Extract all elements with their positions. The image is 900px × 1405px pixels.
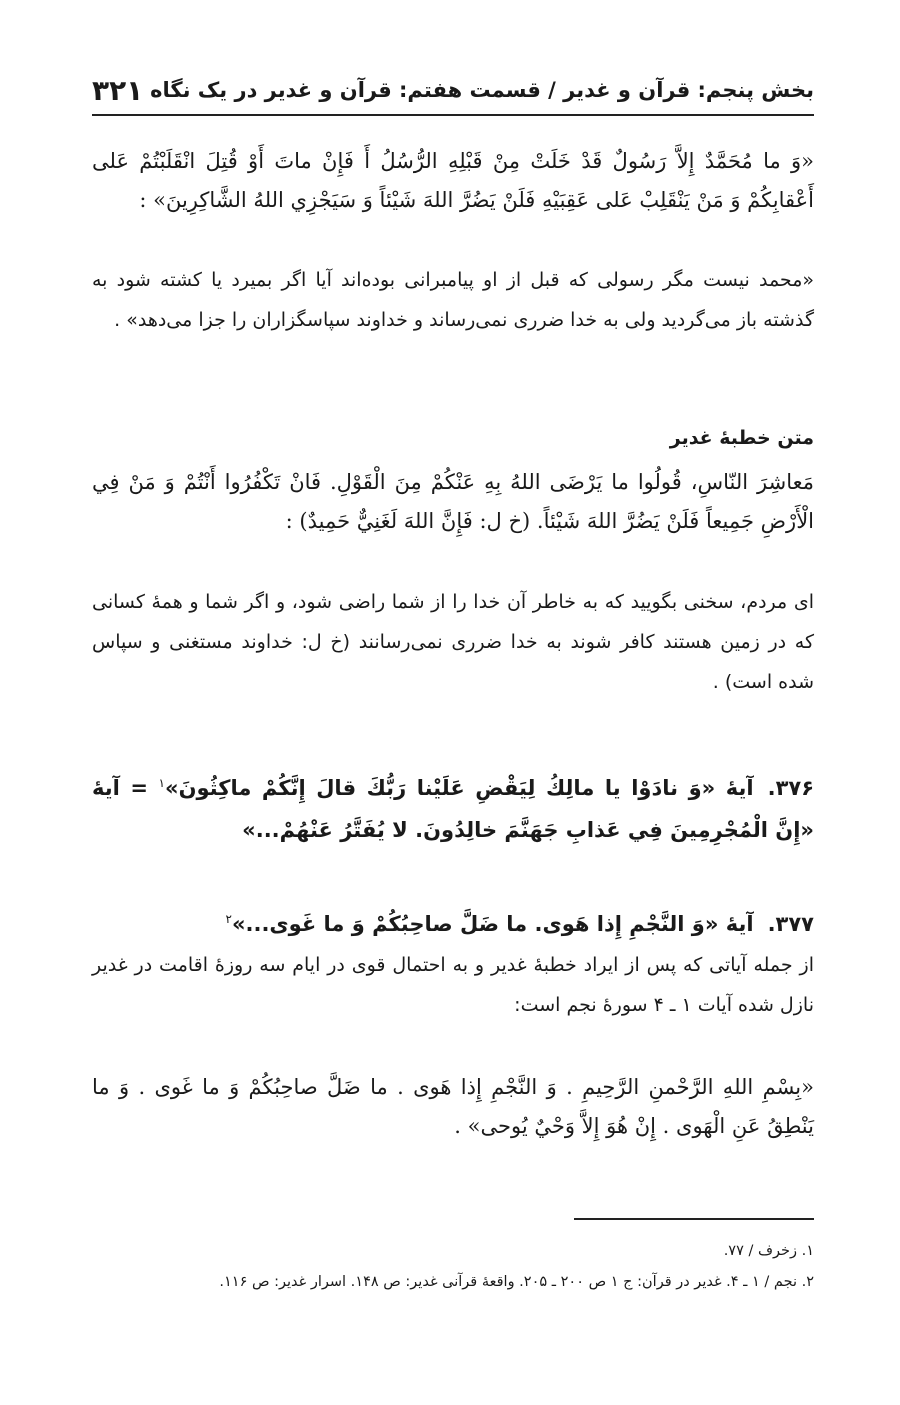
footnote-marker: ۲ [225, 912, 232, 926]
verse-continuation: = آیهٔ «إِنَّ الْمُجْرِمِينَ فِي عَذابِ جَهَنَّمَ خالِدُونَ. لا يُفَتَّرُ عَنْهُمْ...» [92, 776, 814, 842]
verse-title: آیهٔ «وَ نادَوْا يا مالِكُ لِيَقْضِ عَلَيْنا رَبُّكَ قالَ إِنَّكُمْ ماكِثُونَ» [165, 776, 754, 800]
footnote-1: ۱. زخرف / ۷۷. [723, 1243, 814, 1259]
verse-title: آیهٔ «وَ النَّجْمِ إِذا هَوى. ما ضَلَّ صاحِبُكُمْ وَ ما غَوى...» [231, 912, 754, 936]
section-heading: متن خطبهٔ غدیر [669, 427, 814, 449]
sermon-arabic-passage: مَعاشِرَ النّاسِ، قُولُوا ما يَرْضَى اللهُ بِهِ عَنْكُمْ مِنَ الْقَوْلِ. فَانْ تَكْفُرُوا أَنْتُمْ وَ مَنْ فِي الْأَرْضِ جَمِيعاً فَلَنْ يَضُرَّ اللهَ شَيْئاً. (خ ل: فَإِنَّ اللهَ لَغَنِيٌّ حَمِيدٌ) : [92, 470, 814, 533]
verse-376-heading [92, 762, 814, 851]
quran-verse-arabic-1: «وَ ما مُحَمَّدٌ إِلاَّ رَسُولٌ قَدْ خَلَتْ مِنْ قَبْلِهِ الرُّسُلُ أَ فَإِنْ ماتَ أَوْ قُتِلَ انْقَلَبْتُمْ عَلى أَعْقابِكُمْ وَ مَنْ يَنْقَلِبْ عَلى عَقِبَيْهِ فَلَنْ يَضُرَّ اللهَ شَيْئاً وَ سَيَجْزِي اللهُ الشَّاكِرِينَ» : [92, 149, 814, 212]
page-number: ۳۲۱ [92, 74, 144, 107]
explanation-paragraph: از جمله آیاتی که پس از ایراد خطبهٔ غدیر و به احتمال قوی در ایام سه روزهٔ اقامت در غدیر نازل شده آیات ۱ ـ ۴ سورهٔ نجم است: [92, 954, 814, 1016]
book-page [92, 0, 814, 1405]
surah-najm-arabic: «بِسْمِ اللهِ الرَّحْمنِ الرَّحِيمِ . وَ النَّجْمِ إِذا هَوى . ما ضَلَّ صاحِبُكُمْ وَ ما غَوى . وَ ما يَنْطِقُ عَنِ الْهَوى . إِنْ هُوَ إِلاَّ وَحْيٌ يُوحى» . [92, 1075, 814, 1138]
running-header [92, 74, 814, 116]
verse-number: ۳۷۷. [767, 912, 814, 936]
translation-paragraph-2: ای مردم، سخنی بگویید که به خاطر آن خدا را از شما راضی شود، و اگر شما و همهٔ کسانی که در زمین هستند کافر شوند به خدا ضرری نمی‌رسانند (خ ل: خداوند مستغنی و سپاس شده است) . [92, 591, 814, 693]
translation-paragraph-1: «محمد نیست مگر رسولی که قبل از او پیامبرانی بوده‌اند آیا اگر بمیرد یا کشته شود به گذشته باز می‌گردید ولی به خدا ضرری نمی‌رساند و خداوند سپاسگزاران را جزا می‌دهد» . [92, 269, 814, 331]
running-title: بخش پنجم: قرآن و غدیر / قسمت هفتم: قرآن و غدیر در یک نگاه [150, 78, 814, 102]
footnote-2: ۲. نجم / ۱ ـ ۴. غدیر در قرآن: ج ۱ ص ۲۰۰ ـ ۲۰۵. واقعهٔ قرآنی غدیر: ص ۱۴۸. اسرار غدیر: ص ۱۱۶. [219, 1274, 814, 1290]
footnote-divider [574, 1218, 814, 1220]
footnote-marker: ۱ [158, 776, 165, 790]
verse-377-heading [92, 898, 814, 945]
verse-number: ۳۷۶. [767, 776, 815, 800]
